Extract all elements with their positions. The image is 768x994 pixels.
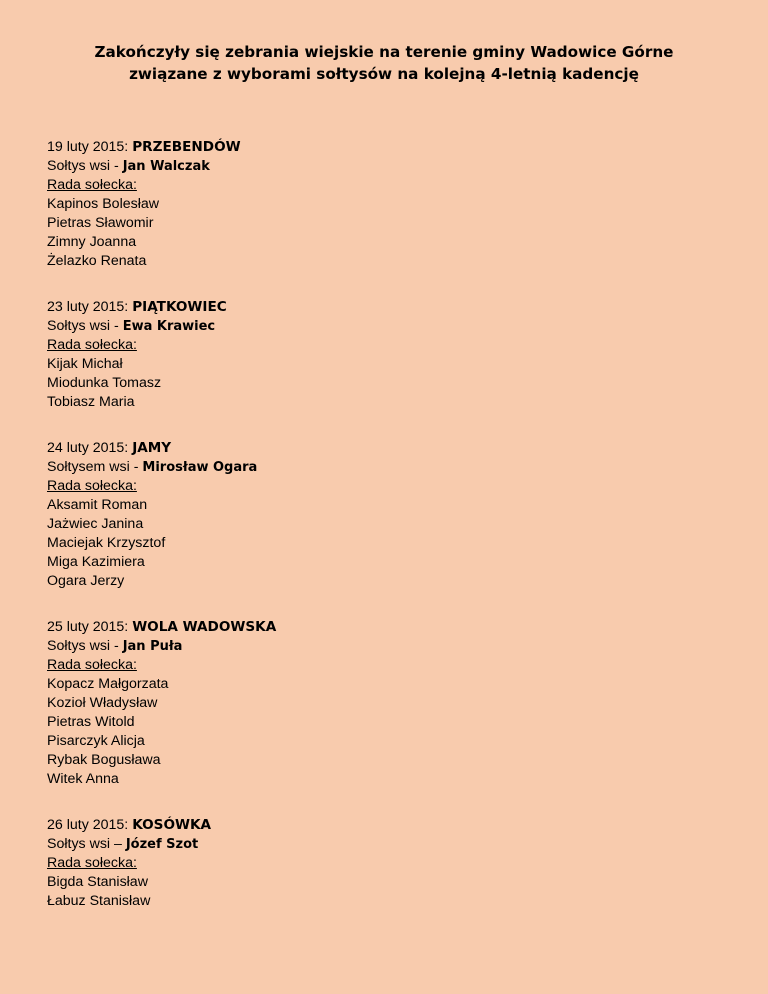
council-member: Jażwiec Janina (47, 516, 144, 532)
village-date-line (47, 816, 727, 835)
council-members-list (47, 873, 727, 911)
soltys-name: Ewa Krawiec (122, 319, 216, 334)
village-date: 19 luty 2015: (47, 139, 133, 155)
village-name: WOLA WADOWSKA (132, 619, 277, 635)
village-date-line (47, 138, 727, 157)
village-date: 25 luty 2015: (47, 619, 133, 635)
council-member: Żelazko Renata (47, 253, 147, 269)
soltys-label: Sołtysem wsi - (47, 459, 143, 475)
council-members-list (47, 355, 727, 412)
council-members-list (47, 675, 727, 789)
council-member: Kijak Michał (47, 356, 123, 372)
soltys-label: Sołtys wsi – (47, 836, 126, 852)
council-heading: Rada sołecka: (47, 177, 137, 193)
council-member: Pisarczyk Alicja (47, 733, 145, 749)
village-section-piatkowiec (47, 298, 727, 412)
council-member: Aksamit Roman (47, 497, 148, 513)
council-heading: Rada sołecka: (47, 337, 137, 353)
council-member: Bigda Stanisław (47, 874, 148, 890)
soltys-line (47, 317, 727, 336)
title-line-2: związane z wyborami sołtysów na kolejną 4-letnią kadencję (129, 65, 639, 83)
soltys-name: Jan Walczak (122, 159, 210, 174)
council-member: Ogara Jerzy (47, 573, 125, 589)
council-member: Kozioł Władysław (47, 695, 158, 711)
council-member: Miga Kazimiera (47, 554, 145, 570)
soltys-name: Jan Puła (122, 639, 183, 654)
soltys-line (47, 458, 727, 477)
village-section-przebendow (47, 138, 727, 271)
council-heading: Rada sołecka: (47, 657, 137, 673)
council-member: Zimny Joanna (47, 234, 137, 250)
soltys-name: Mirosław Ogara (142, 460, 258, 475)
village-name: PRZEBENDÓW (132, 139, 241, 155)
council-member: Miodunka Tomasz (47, 375, 162, 391)
soltys-line (47, 637, 727, 656)
village-date: 24 luty 2015: (47, 440, 133, 456)
council-member: Rybak Bogusława (47, 752, 161, 768)
council-members-list (47, 496, 727, 591)
village-date-line (47, 618, 727, 637)
village-section-kosowka (47, 816, 727, 911)
village-date-line (47, 439, 727, 458)
soltys-label: Sołtys wsi - (47, 318, 123, 334)
council-member: Tobiasz Maria (47, 394, 135, 410)
village-name: JAMY (132, 440, 172, 456)
council-member: Łabuz Stanisław (47, 893, 151, 909)
council-member: Pietras Witold (47, 714, 135, 730)
village-date-line (47, 298, 727, 317)
soltys-label: Sołtys wsi - (47, 158, 123, 174)
village-date: 23 luty 2015: (47, 299, 133, 315)
page-title (0, 41, 768, 85)
council-member: Kopacz Małgorzata (47, 676, 169, 692)
soltys-label: Sołtys wsi - (47, 638, 123, 654)
soltys-line (47, 157, 727, 176)
village-section-jamy (47, 439, 727, 591)
village-name: KOSÓWKA (132, 817, 212, 833)
soltys-name: Józef Szot (125, 837, 199, 852)
soltys-line (47, 835, 727, 854)
council-members-list (47, 195, 727, 271)
village-name: PIĄTKOWIEC (132, 299, 227, 315)
title-line-1: Zakończyły się zebrania wiejskie na terenie gminy Wadowice Górne (94, 43, 674, 61)
council-heading: Rada sołecka: (47, 478, 137, 494)
village-section-wola-wadowska (47, 618, 727, 789)
council-member: Kapinos Bolesław (47, 196, 159, 212)
council-member: Maciejak Krzysztof (47, 535, 166, 551)
document-body (47, 138, 727, 938)
village-date: 26 luty 2015: (47, 817, 133, 833)
council-member: Pietras Sławomir (47, 215, 154, 231)
council-member: Witek Anna (47, 771, 119, 787)
council-heading: Rada sołecka: (47, 855, 137, 871)
